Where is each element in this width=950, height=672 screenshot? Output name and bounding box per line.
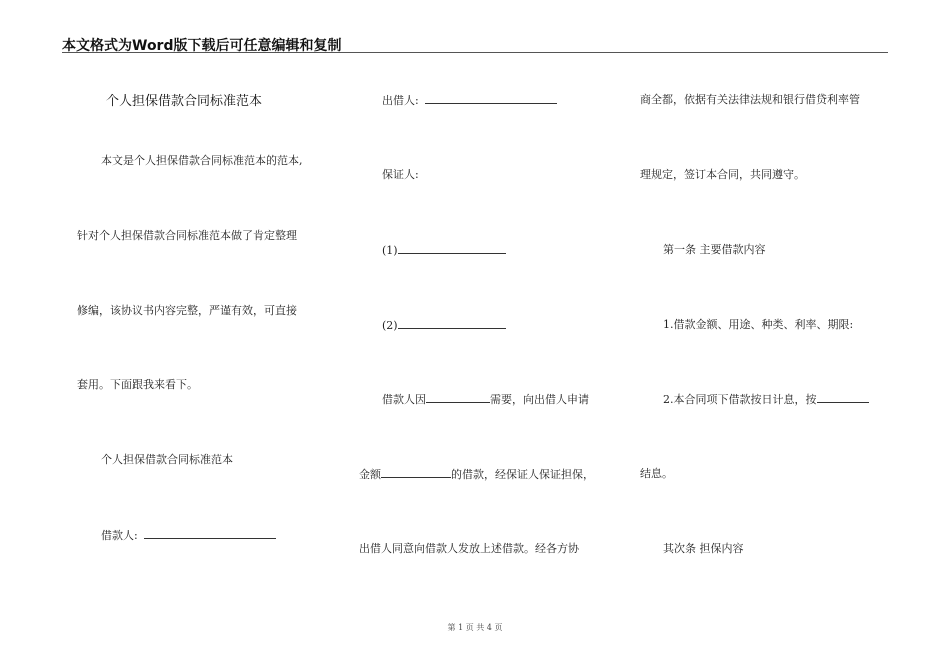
lender-line [382,93,557,108]
intro-line-4: 套用。下面跟我来看下。 [77,378,198,391]
intro-line-2: 针对个人担保借款合同标准范本做了肯定整理 [77,229,297,242]
section-subtitle: 个人担保借款合同标准范本 [101,453,233,466]
loan-amount-blank [381,467,451,478]
article-2-heading: 其次条 担保内容 [663,542,744,555]
article-1-item-2-text: 2.本合同项下借款按日计息，按 [663,393,817,406]
article-1-item-2 [663,392,869,407]
document-title: 个人担保借款合同标准范本 [106,94,263,109]
borrower-blank [144,528,276,539]
page-footer: 第 1 页 共 4 页 [447,623,503,632]
loan-amount-text-a: 金额 [359,468,381,481]
guarantor-2-blank [398,318,506,329]
header-title: 本文格式为Word版下载后可任意编辑和复制 [62,38,342,54]
guarantor-label: 保证人: [382,168,419,181]
header-divider [62,52,888,53]
article-1-item-2-end: 结息。 [640,467,673,480]
intro-line-3: 修编，该协议书内容完整，严谨有效，可直接 [77,304,297,317]
right-para-line-2: 理规定，签订本合同，共同遵守。 [640,168,805,181]
guarantor-2-label: (2) [382,319,398,332]
guarantor-line-2 [382,318,506,333]
loan-purpose-blank [426,392,490,403]
guarantor-1-blank [398,243,506,254]
loan-purpose-text-b: 需要，向出借人申请 [490,393,589,406]
lender-label: 出借人: [382,94,419,107]
interest-settlement-blank [817,392,869,403]
borrower-line [101,528,276,543]
lender-blank [425,93,557,104]
loan-amount-line [359,467,594,482]
intro-line-1: 本文是个人担保借款合同标准范本的范本, [101,154,303,167]
loan-amount-text-b: 的借款，经保证人保证担保， [451,468,594,481]
guarantor-1-label: (1) [382,244,398,257]
guarantor-line-1 [382,243,506,258]
article-1-item-1: 1.借款金额、用途、种类、利率、期限: [663,318,854,331]
borrower-label: 借款人: [101,529,138,542]
right-para-line-1: 商全都，依据有关法律法规和银行借贷利率管 [640,93,860,106]
loan-agreement-line: 出借人同意向借款人发放上述借款。经各方协 [359,542,579,555]
loan-purpose-line [382,392,589,407]
article-1-heading: 第一条 主要借款内容 [663,243,766,256]
loan-purpose-text-a: 借款人因 [382,393,426,406]
